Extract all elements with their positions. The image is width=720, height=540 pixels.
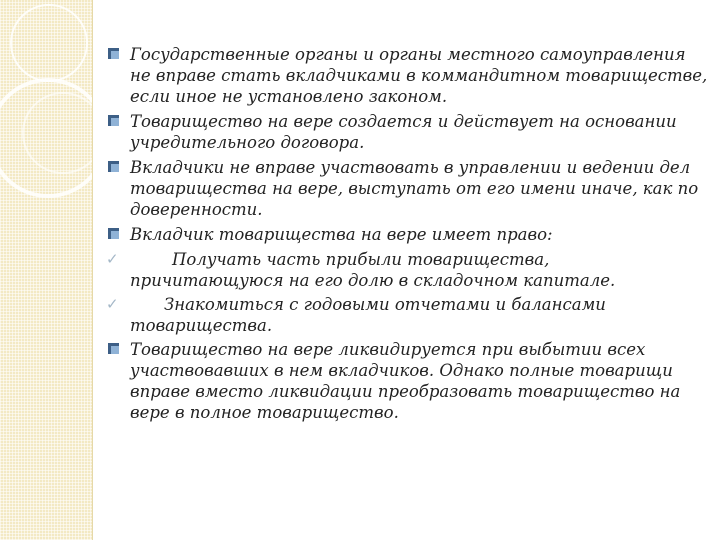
strip-divider bbox=[92, 0, 93, 540]
list-item bbox=[104, 111, 708, 153]
list-item bbox=[104, 339, 708, 423]
list-item bbox=[104, 44, 708, 107]
check-bullet-icon: ✓ bbox=[106, 250, 119, 268]
square-bullet-icon bbox=[108, 115, 119, 126]
list-item-text: Товарищество на вере создается и действует на основании учредительного договора. bbox=[130, 112, 677, 152]
decorative-ring-small bbox=[10, 4, 88, 82]
list-item-text: Вкладчик товарищества на вере имеет право: bbox=[130, 225, 553, 244]
bullet-list bbox=[104, 44, 708, 427]
sub-list-item-text: Знакомиться с годовыми отчетами и балансами товарищества. bbox=[130, 295, 606, 335]
sub-list-item bbox=[104, 249, 708, 291]
check-bullet-icon: ✓ bbox=[106, 295, 119, 313]
sub-list-item-text: Получать часть прибыли товарищества, причитающуюся на его долю в складочном капитале. bbox=[130, 250, 616, 290]
square-bullet-icon bbox=[108, 161, 119, 172]
list-item-text: Государственные органы и органы местного самоуправления не вправе стать вкладчиками в коммандитном товариществе, если иное не установлено законом. bbox=[130, 45, 708, 106]
square-bullet-icon bbox=[108, 228, 119, 239]
list-item-text: Товарищество на вере ликвидируется при выбытии всех участвовавших в нем вкладчиков. Однако полные товарищи вправе вместо ликвидации преобразовать товарищество на вере в полное товарищество. bbox=[130, 340, 681, 422]
list-item-text: Вкладчики не вправе участвовать в управлении и ведении дел товарищества на вере, выступать от его имени иначе, как по доверенности. bbox=[130, 158, 699, 219]
square-bullet-icon bbox=[108, 48, 119, 59]
list-item bbox=[104, 157, 708, 220]
list-item bbox=[104, 224, 708, 245]
decorative-side-strip bbox=[0, 0, 92, 540]
square-bullet-icon bbox=[108, 343, 119, 354]
sub-list-item bbox=[104, 294, 708, 336]
